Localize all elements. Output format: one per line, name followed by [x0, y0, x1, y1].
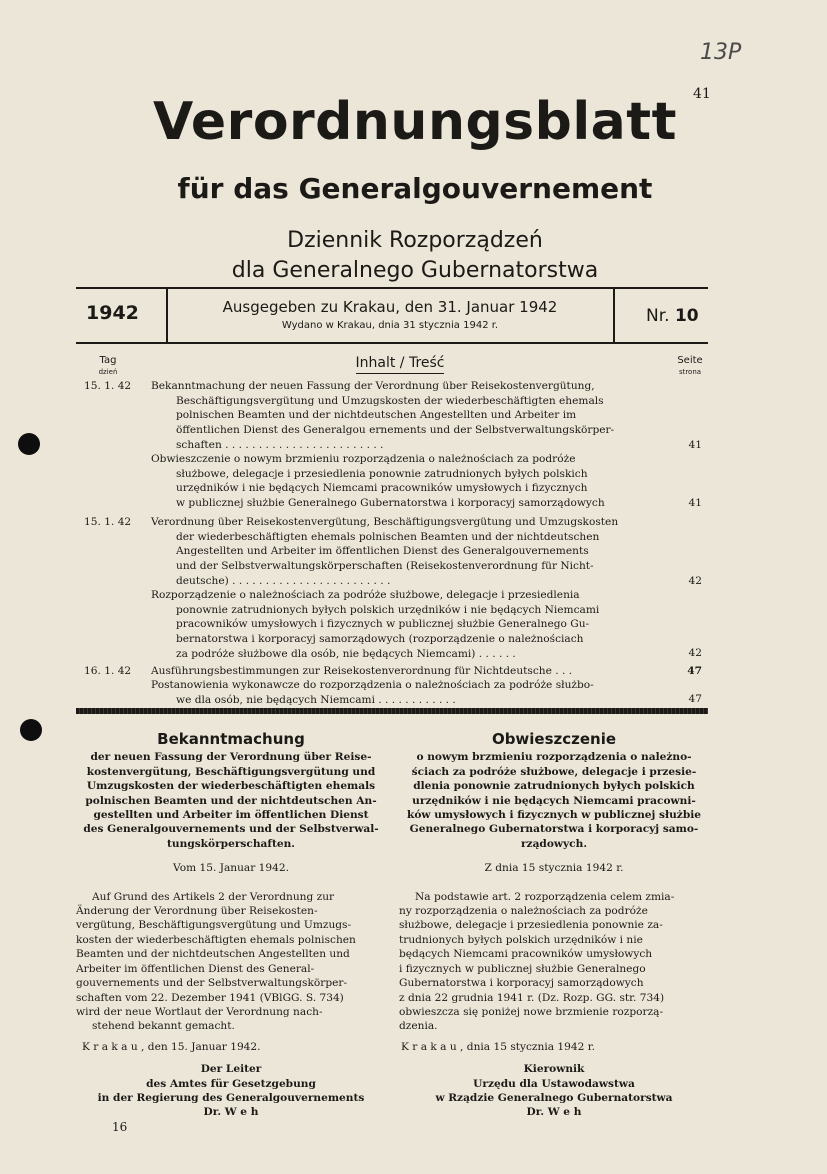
masthead-polish-line2: dla Generalnego Gubernatorstwa — [231, 258, 599, 283]
toc-line: Bekanntmachung der neuen Fassung der Verordnung über Reisekostenvergütung, — [151, 380, 595, 392]
toc-line: pracowników umysłowych i fizycznych w publicznej służbie Generalnego Gu- — [176, 618, 590, 631]
german-column — [76, 732, 386, 1120]
toc-seite-label-pl: strona — [678, 368, 702, 376]
sign-line: w Rządzie Generalnego Gubernatorstwa — [435, 1091, 673, 1104]
bold-line: urzędników i nie będących Niemcami pracowni- — [412, 794, 696, 807]
masthead-title: Verordnungsblatt — [153, 92, 677, 152]
sign-line: Urzędu dla Ustawodawstwa — [473, 1077, 635, 1090]
body-line: obwieszcza się poniżej nowe brzmienie rozporzą- — [399, 1005, 664, 1018]
bold-line: dlenia ponownie zatrudnionych byłych polskich — [413, 780, 695, 793]
toc-line: za podróże służbowe dla osób, nie będących Niemcami) . . . . . . — [176, 647, 516, 660]
bold-line: Umzugskosten der wiederbeschäftigten ehemals — [86, 780, 376, 793]
toc-line: polnischen Beamten und der nichtdeutschen Angestellten und Arbeiter im — [176, 409, 577, 422]
body-line: gouvernements und der Selbstverwaltungskörper- — [76, 977, 348, 990]
body-line: i fizycznych w publicznej służbie Generalnego — [399, 962, 646, 975]
sign-line: Der Leiter — [200, 1063, 262, 1076]
body-line: Arbeiter im öffentlichen Dienst des General- — [76, 962, 315, 975]
issued-polish: Wydano w Krakau, dnia 31 stycznia 1942 r. — [281, 320, 499, 331]
toc-entry — [151, 678, 668, 707]
toc-entry-date: 16. 1. 42 — [84, 665, 132, 677]
body-line: dzenia. — [399, 1020, 438, 1033]
bold-line: ków umysłowych i fizycznych w publicznej służbie — [407, 809, 701, 822]
toc-entry-date: 15. 1. 42 — [84, 516, 132, 528]
toc-entry — [151, 452, 668, 511]
toc-seite-label: Seite — [677, 355, 703, 366]
body-line: Auf Grund des Artikels 2 der Verordnung zur — [92, 890, 335, 903]
toc-line: und der Selbstverwaltungskörperschaften (Reisekostenverordnung für Nicht- — [176, 560, 594, 573]
toc-line: Obwieszczenie o nowym brzmieniu rozporządzenia o należnościach za podróże — [151, 453, 576, 465]
sign-line: Kierownik — [523, 1063, 585, 1076]
sign-line: des Amtes für Gesetzgebung — [146, 1077, 316, 1090]
bold-line: tungskörperschaften. — [167, 837, 295, 850]
body-line: Änderung der Verordnung über Reisekosten- — [76, 905, 318, 918]
body-line: schaften vom 22. Dezember 1941 (VBlGG. S. 734) — [76, 991, 344, 1004]
toc-heading: Inhalt / Treść — [355, 355, 445, 371]
issue-number-label: Nr. — [646, 306, 670, 326]
body-line: ny rozporządzenia o należnościach za podróże — [399, 905, 648, 918]
toc-line: schaften . . . . . . . . . . . . . . . . . . . . . . . . — [176, 438, 384, 451]
toc-entry — [151, 515, 668, 589]
bold-line: gestellten und Arbeiter im öffentlichen Dienst — [93, 809, 369, 822]
toc-line: öffentlichen Dienst des Generalgou ernements und der Selbstverwaltungskörper- — [176, 424, 615, 437]
toc-entry-date: 15. 1. 42 — [84, 380, 132, 392]
german-place-date: K r a k a u , den 15. Januar 1942. — [82, 1040, 261, 1053]
punch-hole — [18, 433, 40, 455]
bold-line: polnischen Beamten und der nichtdeutschen An- — [85, 794, 377, 807]
masthead-polish-line1: Dziennik Rozporządzeń — [287, 228, 543, 253]
bold-line: kostenvergütung, Beschäftigungsvergütung und — [86, 765, 376, 778]
bold-line: des Generalgouvernements und der Selbstverwal- — [83, 823, 379, 836]
body-line: stehend bekannt gemacht. — [92, 1020, 235, 1033]
sign-line: Dr. W e h — [526, 1106, 582, 1119]
footer-number: 16 — [112, 1120, 128, 1134]
toc-entry — [151, 664, 668, 679]
sign-line: in der Regierung des Generalgouvernements — [97, 1091, 365, 1104]
section-divider — [76, 708, 708, 714]
polish-place-date: K r a k a u , dnia 15 stycznia 1942 r. — [401, 1040, 595, 1053]
body-line: kosten der wiederbeschäftigten ehemals polnischen — [76, 933, 356, 946]
bold-line: ściach za podróże służbowe, delegacje i przesie- — [411, 765, 697, 778]
polish-bold-title — [399, 750, 709, 851]
toc-line: bernatorstwa i korporacyj samorządowych (rozporządzenie o należnościach — [176, 633, 584, 646]
german-body — [76, 890, 386, 1034]
polish-heading: Obwieszczenie — [491, 730, 617, 748]
toc-entry-page: 41 — [688, 497, 702, 509]
toc-line: służbowe, delegacje i przesiedlenia ponownie zatrudnionych byłych polskich — [176, 467, 588, 480]
toc-line: we dla osób, nie będących Niemcami . . . . . . . . . . . . — [176, 693, 456, 706]
bold-line: Generalnego Gubernatorstwa i korporacyj samo- — [409, 823, 699, 836]
body-line: trudnionych byłych polskich urzędników i nie — [399, 933, 643, 946]
sign-line: Dr. W e h — [203, 1106, 259, 1119]
body-line: Na podstawie art. 2 rozporządzenia celem zmia- — [415, 890, 675, 903]
issue-number-value: 10 — [674, 306, 699, 326]
toc-entry-page: 47 — [687, 665, 702, 677]
toc-line: Rozporządzenie o należnościach za podróże służbowe, delegacje i przesiedlenia — [151, 589, 580, 601]
bold-line: rządowych. — [520, 837, 588, 850]
toc-entry-page: 42 — [688, 575, 702, 587]
page-number: 41 — [693, 86, 711, 102]
body-line: służbowe, delegacje i przesiedlenia ponownie za- — [399, 919, 663, 932]
toc-line: Postanowienia wykonawcze do rozporządzenia o należnościach za podróże służbo- — [151, 679, 594, 691]
toc-entry-page: 42 — [688, 647, 702, 659]
body-line: vergütung, Beschäftigungsvergütung und Umzugs- — [76, 919, 352, 932]
toc-line: ponownie zatrudnionych byłych polskich urzędników i nie będących Niemcami — [176, 603, 600, 616]
toc-line: Ausführungsbestimmungen zur Reisekostenverordnung für Nichtdeutsche . . . — [151, 665, 573, 677]
toc-tag-label-pl: dzień — [98, 368, 118, 376]
german-date-line: Vom 15. Januar 1942. — [173, 862, 289, 875]
toc-entry — [151, 588, 668, 662]
polish-column — [399, 732, 709, 1120]
masthead-subtitle: für das Generalgouvernement — [177, 172, 653, 205]
body-line: wird der neue Wortlaut der Verordnung nach- — [76, 1005, 323, 1018]
toc-tag-label: Tag — [99, 355, 117, 366]
handwritten-note: 13P — [700, 40, 742, 65]
polish-date-line: Z dnia 15 stycznia 1942 r. — [484, 862, 624, 875]
body-line: Beamten und der nichtdeutschen Angestellten und — [76, 948, 350, 961]
german-bold-title — [76, 750, 386, 851]
german-heading: Bekanntmachung — [157, 730, 305, 748]
toc-line: der wiederbeschäftigten ehemals polnischen Beamten und der nichtdeutschen — [176, 530, 600, 543]
toc-line: Verordnung über Reisekostenvergütung, Beschäftigungsvergütung und Umzugskosten — [151, 516, 619, 528]
polish-body — [399, 890, 709, 1034]
body-line: Gubernatorstwa i korporacyj samorządowych — [399, 977, 644, 990]
toc-line: Angestellten und Arbeiter im öffentlichen Dienst des Generalgouvernements — [176, 545, 589, 558]
toc-entry-page: 47 — [688, 693, 702, 705]
issue-year: 1942 — [86, 302, 139, 324]
punch-hole — [20, 719, 42, 741]
body-line: z dnia 22 grudnia 1941 r. (Dz. Rozp. GG. str. 734) — [399, 991, 665, 1004]
toc-line: urzędników i nie będących Niemcami pracowników umysłowych i fizycznych — [176, 482, 588, 495]
body-line: będących Niemcami pracowników umysłowych — [399, 948, 653, 961]
bold-line: der neuen Fassung der Verordnung über Reise- — [90, 751, 372, 764]
toc-entry — [151, 379, 668, 453]
polish-signature — [399, 1062, 709, 1120]
toc-line: Beschäftigungsvergütung und Umzugskosten der wiederbeschäftigten ehemals — [176, 394, 604, 407]
issued-german: Ausgegeben zu Krakau, den 31. Januar 1942 — [222, 298, 558, 316]
toc-line: deutsche) . . . . . . . . . . . . . . . . . . . . . . . . — [176, 574, 391, 587]
german-signature — [76, 1062, 386, 1120]
toc-entry-page: 41 — [688, 439, 702, 451]
bold-line: o nowym brzmieniu rozporządzenia o należno- — [416, 751, 692, 764]
toc-line: w publicznej służbie Generalnego Gubernatorstwa i korporacyj samorządowych — [176, 497, 605, 510]
